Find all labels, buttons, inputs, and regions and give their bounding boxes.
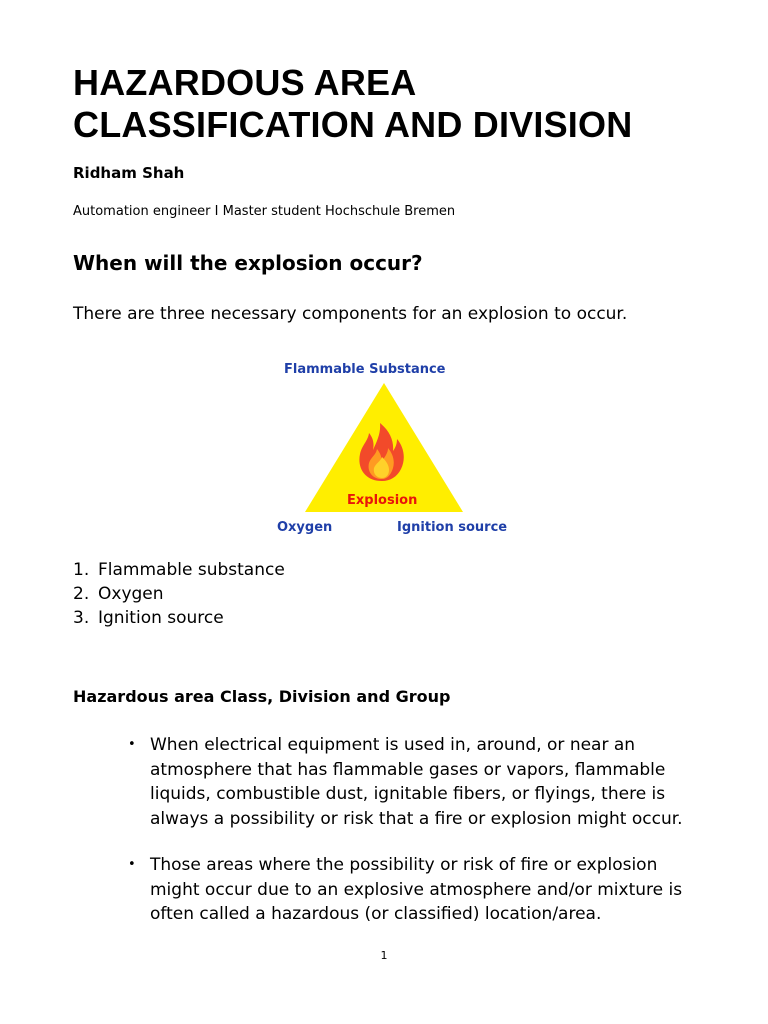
list-number: 2. bbox=[73, 584, 90, 604]
section-heading-explosion: When will the explosion occur? bbox=[73, 251, 423, 275]
figure-label-center: Explosion bbox=[347, 493, 418, 508]
bullet-text: When electrical equipment is used in, around, or near an atmosphere that has flammable gases or vapors, flammable liquids, combustible dust, ignitable fibers, or flyings, there is always a possibility or risk that a fire or explosion might occur. bbox=[150, 735, 683, 829]
list-item bbox=[73, 558, 285, 582]
list-text: Flammable substance bbox=[98, 560, 285, 580]
title-line-1: HAZARDOUS AREA bbox=[73, 62, 417, 103]
figure-label-top: Flammable Substance bbox=[284, 362, 446, 377]
author-name: Ridham Shah bbox=[73, 164, 185, 182]
list-item bbox=[73, 582, 285, 606]
list-number: 3. bbox=[73, 608, 90, 628]
section-heading-class-division: Hazardous area Class, Division and Group bbox=[73, 687, 451, 706]
fire-triangle-figure bbox=[270, 355, 520, 540]
list-text: Ignition source bbox=[98, 608, 224, 628]
fire-triangle-svg bbox=[270, 355, 520, 540]
document-title bbox=[73, 62, 632, 146]
intro-paragraph: There are three necessary components for an explosion to occur. bbox=[73, 304, 628, 324]
bullet-text: Those areas where the possibility or risk of fire or explosion might occur due to an explosive atmosphere and/or mixture is often called a hazardous (or classified) location/area. bbox=[150, 855, 683, 924]
components-list bbox=[73, 558, 285, 630]
bullet-icon: • bbox=[128, 857, 136, 872]
bullet-list bbox=[128, 733, 688, 949]
list-item bbox=[73, 606, 285, 630]
list-number: 1. bbox=[73, 560, 90, 580]
bullet-item bbox=[128, 853, 688, 927]
author-affiliation: Automation engineer I Master student Hochschule Bremen bbox=[73, 204, 456, 219]
figure-label-left: Oxygen bbox=[277, 520, 333, 535]
list-text: Oxygen bbox=[98, 584, 164, 604]
bullet-item bbox=[128, 733, 688, 831]
figure-label-right: Ignition source bbox=[397, 520, 508, 535]
bullet-icon: • bbox=[128, 737, 136, 752]
title-line-2: CLASSIFICATION AND DIVISION bbox=[73, 104, 633, 145]
page-number: 1 bbox=[380, 949, 388, 962]
